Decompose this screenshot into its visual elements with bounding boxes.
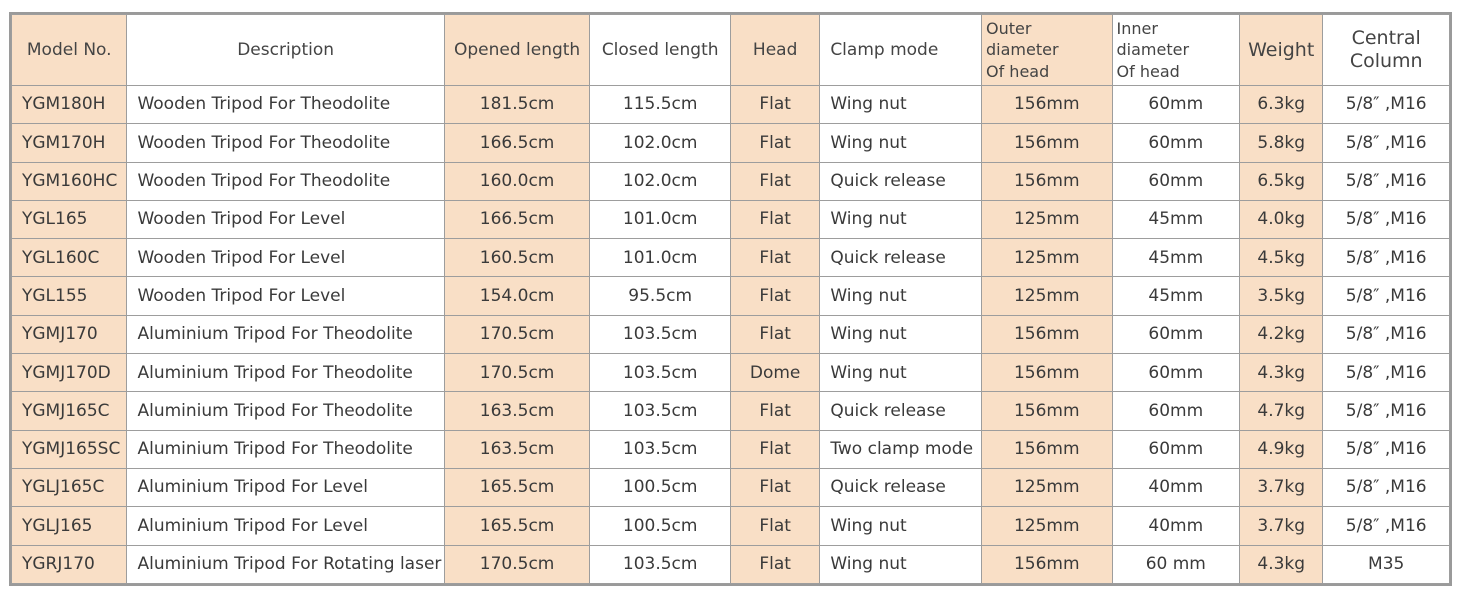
cell-central-column: 5/8″ ,M16 xyxy=(1323,124,1450,162)
cell-outer-diameter: 125mm xyxy=(981,239,1112,277)
cell-head: Flat xyxy=(730,545,819,583)
table-row xyxy=(12,162,1450,200)
cell-model: YGMJ170 xyxy=(12,315,127,353)
table-row xyxy=(12,354,1450,392)
cell-central-column: 5/8″ ,M16 xyxy=(1323,86,1450,124)
cell-outer-diameter: 156mm xyxy=(981,392,1112,430)
cell-description: Aluminium Tripod For Theodolite xyxy=(127,315,444,353)
cell-inner-diameter: 60mm xyxy=(1112,124,1240,162)
cell-inner-diameter: 45mm xyxy=(1112,277,1240,315)
table-row xyxy=(12,200,1450,238)
cell-opened-length: 166.5cm xyxy=(444,200,590,238)
cell-clamp-mode: Quick release xyxy=(820,468,982,506)
cell-model: YGL155 xyxy=(12,277,127,315)
cell-outer-diameter: 156mm xyxy=(981,430,1112,468)
cell-opened-length: 160.5cm xyxy=(444,239,590,277)
cell-description: Aluminium Tripod For Level xyxy=(127,507,444,545)
cell-description: Aluminium Tripod For Theodolite xyxy=(127,430,444,468)
cell-clamp-mode: Two clamp mode xyxy=(820,430,982,468)
header-central-column xyxy=(1323,15,1450,86)
cell-outer-diameter: 125mm xyxy=(981,200,1112,238)
cell-model: YGLJ165 xyxy=(12,507,127,545)
cell-weight: 4.3kg xyxy=(1240,354,1323,392)
cell-clamp-mode: Wing nut xyxy=(820,86,982,124)
cell-description: Aluminium Tripod For Rotating laser xyxy=(127,545,444,583)
cell-closed-length: 103.5cm xyxy=(590,315,731,353)
cell-inner-diameter: 60mm xyxy=(1112,86,1240,124)
header-opened-length: Opened length xyxy=(444,15,590,86)
cell-weight: 6.5kg xyxy=(1240,162,1323,200)
cell-opened-length: 166.5cm xyxy=(444,124,590,162)
cell-weight: 4.9kg xyxy=(1240,430,1323,468)
cell-opened-length: 154.0cm xyxy=(444,277,590,315)
table-row xyxy=(12,392,1450,430)
cell-central-column: 5/8″ ,M16 xyxy=(1323,392,1450,430)
cell-inner-diameter: 60 mm xyxy=(1112,545,1240,583)
cell-inner-diameter: 60mm xyxy=(1112,354,1240,392)
cell-clamp-mode: Wing nut xyxy=(820,277,982,315)
cell-closed-length: 103.5cm xyxy=(590,545,731,583)
cell-opened-length: 181.5cm xyxy=(444,86,590,124)
cell-closed-length: 103.5cm xyxy=(590,392,731,430)
cell-central-column: M35 xyxy=(1323,545,1450,583)
table-body xyxy=(12,86,1450,584)
cell-head: Flat xyxy=(730,162,819,200)
cell-central-column: 5/8″ ,M16 xyxy=(1323,507,1450,545)
cell-description: Wooden Tripod For Level xyxy=(127,239,444,277)
header-clamp-mode: Clamp mode xyxy=(820,15,982,86)
cell-clamp-mode: Quick release xyxy=(820,162,982,200)
table-row xyxy=(12,430,1450,468)
cell-weight: 4.5kg xyxy=(1240,239,1323,277)
cell-outer-diameter: 125mm xyxy=(981,277,1112,315)
spec-table-container xyxy=(9,12,1452,586)
cell-closed-length: 102.0cm xyxy=(590,124,731,162)
header-inner-diameter xyxy=(1112,15,1240,86)
cell-inner-diameter: 40mm xyxy=(1112,507,1240,545)
header-model: Model No. xyxy=(12,15,127,86)
header-central-line2: Column xyxy=(1349,50,1423,72)
header-head: Head xyxy=(730,15,819,86)
header-outer-line2: Of head xyxy=(985,61,1050,81)
cell-weight: 4.3kg xyxy=(1240,545,1323,583)
cell-weight: 4.2kg xyxy=(1240,315,1323,353)
cell-weight: 6.3kg xyxy=(1240,86,1323,124)
cell-central-column: 5/8″ ,M16 xyxy=(1323,354,1450,392)
cell-head: Flat xyxy=(730,315,819,353)
cell-head: Flat xyxy=(730,124,819,162)
cell-central-column: 5/8″ ,M16 xyxy=(1323,430,1450,468)
header-inner-line2: Of head xyxy=(1116,61,1180,81)
cell-head: Flat xyxy=(730,392,819,430)
table-row xyxy=(12,124,1450,162)
cell-model: YGM160HC xyxy=(12,162,127,200)
cell-closed-length: 103.5cm xyxy=(590,430,731,468)
cell-clamp-mode: Wing nut xyxy=(820,545,982,583)
table-row xyxy=(12,86,1450,124)
header-row xyxy=(12,15,1450,86)
cell-closed-length: 101.0cm xyxy=(590,200,731,238)
header-inner-line1: Inner diameter xyxy=(1116,18,1190,60)
cell-closed-length: 100.5cm xyxy=(590,507,731,545)
cell-central-column: 5/8″ ,M16 xyxy=(1323,162,1450,200)
header-closed-length: Closed length xyxy=(590,15,731,86)
header-outer-diameter xyxy=(981,15,1112,86)
cell-opened-length: 165.5cm xyxy=(444,468,590,506)
cell-closed-length: 102.0cm xyxy=(590,162,731,200)
cell-clamp-mode: Quick release xyxy=(820,392,982,430)
cell-outer-diameter: 156mm xyxy=(981,86,1112,124)
cell-model: YGM170H xyxy=(12,124,127,162)
cell-central-column: 5/8″ ,M16 xyxy=(1323,468,1450,506)
cell-inner-diameter: 45mm xyxy=(1112,239,1240,277)
cell-head: Flat xyxy=(730,86,819,124)
header-description: Description xyxy=(127,15,444,86)
cell-head: Flat xyxy=(730,239,819,277)
cell-opened-length: 160.0cm xyxy=(444,162,590,200)
cell-model: YGRJ170 xyxy=(12,545,127,583)
tripod-spec-table xyxy=(11,14,1450,584)
cell-opened-length: 170.5cm xyxy=(444,545,590,583)
header-weight: Weight xyxy=(1240,15,1323,86)
cell-central-column: 5/8″ ,M16 xyxy=(1323,200,1450,238)
cell-weight: 4.0kg xyxy=(1240,200,1323,238)
cell-closed-length: 101.0cm xyxy=(590,239,731,277)
cell-description: Wooden Tripod For Level xyxy=(127,200,444,238)
table-row xyxy=(12,239,1450,277)
table-row xyxy=(12,545,1450,583)
cell-inner-diameter: 45mm xyxy=(1112,200,1240,238)
header-outer-line1: Outer diameter xyxy=(985,18,1059,60)
cell-outer-diameter: 156mm xyxy=(981,162,1112,200)
cell-central-column: 5/8″ ,M16 xyxy=(1323,315,1450,353)
cell-head: Dome xyxy=(730,354,819,392)
cell-inner-diameter: 60mm xyxy=(1112,430,1240,468)
cell-weight: 5.8kg xyxy=(1240,124,1323,162)
cell-head: Flat xyxy=(730,507,819,545)
cell-weight: 4.7kg xyxy=(1240,392,1323,430)
cell-outer-diameter: 156mm xyxy=(981,124,1112,162)
cell-central-column: 5/8″ ,M16 xyxy=(1323,277,1450,315)
cell-head: Flat xyxy=(730,200,819,238)
cell-outer-diameter: 156mm xyxy=(981,354,1112,392)
cell-opened-length: 163.5cm xyxy=(444,430,590,468)
cell-weight: 3.5kg xyxy=(1240,277,1323,315)
cell-model: YGL165 xyxy=(12,200,127,238)
cell-inner-diameter: 60mm xyxy=(1112,162,1240,200)
cell-model: YGLJ165C xyxy=(12,468,127,506)
table-row xyxy=(12,507,1450,545)
table-row xyxy=(12,277,1450,315)
cell-clamp-mode: Wing nut xyxy=(820,124,982,162)
cell-outer-diameter: 125mm xyxy=(981,468,1112,506)
cell-closed-length: 100.5cm xyxy=(590,468,731,506)
cell-model: YGL160C xyxy=(12,239,127,277)
header-central-line1: Central xyxy=(1351,27,1421,50)
cell-outer-diameter: 156mm xyxy=(981,545,1112,583)
cell-inner-diameter: 60mm xyxy=(1112,392,1240,430)
cell-outer-diameter: 156mm xyxy=(981,315,1112,353)
cell-clamp-mode: Quick release xyxy=(820,239,982,277)
cell-description: Aluminium Tripod For Theodolite xyxy=(127,354,444,392)
cell-model: YGM180H xyxy=(12,86,127,124)
cell-description: Wooden Tripod For Theodolite xyxy=(127,86,444,124)
cell-description: Wooden Tripod For Theodolite xyxy=(127,162,444,200)
cell-opened-length: 165.5cm xyxy=(444,507,590,545)
cell-model: YGMJ170D xyxy=(12,354,127,392)
cell-outer-diameter: 125mm xyxy=(981,507,1112,545)
cell-description: Wooden Tripod For Theodolite xyxy=(127,124,444,162)
cell-description: Aluminium Tripod For Theodolite xyxy=(127,392,444,430)
cell-inner-diameter: 60mm xyxy=(1112,315,1240,353)
cell-clamp-mode: Wing nut xyxy=(820,200,982,238)
cell-opened-length: 170.5cm xyxy=(444,315,590,353)
cell-closed-length: 95.5cm xyxy=(590,277,731,315)
cell-clamp-mode: Wing nut xyxy=(820,507,982,545)
cell-opened-length: 170.5cm xyxy=(444,354,590,392)
cell-central-column: 5/8″ ,M16 xyxy=(1323,239,1450,277)
cell-head: Flat xyxy=(730,430,819,468)
cell-model: YGMJ165SC xyxy=(12,430,127,468)
cell-clamp-mode: Wing nut xyxy=(820,354,982,392)
cell-description: Aluminium Tripod For Level xyxy=(127,468,444,506)
cell-closed-length: 115.5cm xyxy=(590,86,731,124)
cell-head: Flat xyxy=(730,277,819,315)
cell-inner-diameter: 40mm xyxy=(1112,468,1240,506)
cell-head: Flat xyxy=(730,468,819,506)
table-row xyxy=(12,468,1450,506)
cell-closed-length: 103.5cm xyxy=(590,354,731,392)
cell-clamp-mode: Wing nut xyxy=(820,315,982,353)
cell-weight: 3.7kg xyxy=(1240,507,1323,545)
table-row xyxy=(12,315,1450,353)
cell-weight: 3.7kg xyxy=(1240,468,1323,506)
cell-model: YGMJ165C xyxy=(12,392,127,430)
cell-opened-length: 163.5cm xyxy=(444,392,590,430)
cell-description: Wooden Tripod For Level xyxy=(127,277,444,315)
